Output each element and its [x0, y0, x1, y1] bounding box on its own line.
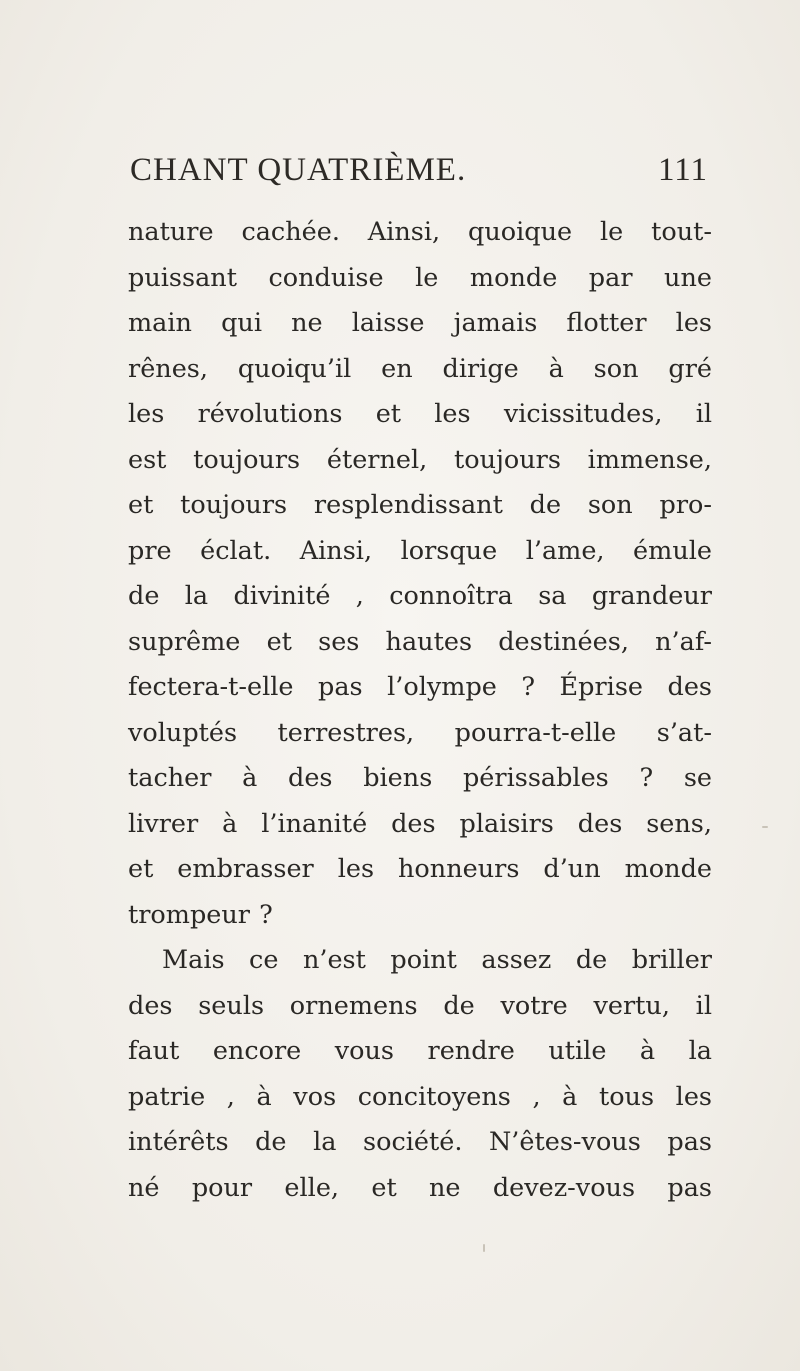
- text-line: rênes, quoiqu’il en dirige à son gré: [128, 353, 712, 384]
- text-line: suprême et ses hautes destinées, n’af-: [128, 626, 712, 657]
- chapter-title: CHANT QUATRIÈME.: [130, 152, 467, 188]
- text-line: et embrasser les honneurs d’un monde: [128, 854, 712, 884]
- body-text: [128, 210, 712, 1211]
- paragraph-end-line: trompeur ?: [128, 899, 273, 930]
- text-line: nature cachée. Ainsi, quoique le tout-: [128, 217, 712, 247]
- text-line: de la divinité , connoîtra sa grandeur: [128, 581, 712, 611]
- text-line: livrer à l’inanité des plaisirs des sens,: [128, 808, 712, 839]
- paragraph-start-line: Mais ce n’est point assez de briller: [162, 945, 712, 975]
- text-line: intérêts de la société. N’êtes-vous pas: [128, 1127, 712, 1157]
- text-line: faut encore vous rendre utile à la: [128, 1036, 712, 1066]
- paper-speck: [483, 1244, 485, 1252]
- text-line: main qui ne laisse jamais flotter les: [128, 308, 712, 338]
- text-line: et toujours resplendissant de son pro-: [128, 490, 712, 520]
- text-line: fectera-t-elle pas l’olympe ? Éprise des: [128, 672, 712, 702]
- text-line: des seuls ornemens de votre vertu, il: [128, 990, 712, 1021]
- text-line: voluptés terrestres, pourra-t-elle s’at-: [128, 717, 712, 748]
- running-head: [130, 152, 710, 196]
- text-line: patrie , à vos concitoyens , à tous les: [128, 1081, 712, 1112]
- text-line: pre éclat. Ainsi, lorsque l’ame, émule: [128, 535, 712, 566]
- page-number: 111: [657, 152, 708, 188]
- text-line: puissant conduise le monde par une: [128, 262, 712, 293]
- paper-speck: [762, 826, 768, 828]
- text-line: tacher à des biens périssables ? se: [128, 763, 712, 793]
- text-line: né pour elle, et ne devez-vous pas: [128, 1172, 712, 1203]
- text-line: les révolutions et les vicissitudes, il: [128, 399, 712, 429]
- text-line: est toujours éternel, toujours immense,: [128, 444, 712, 475]
